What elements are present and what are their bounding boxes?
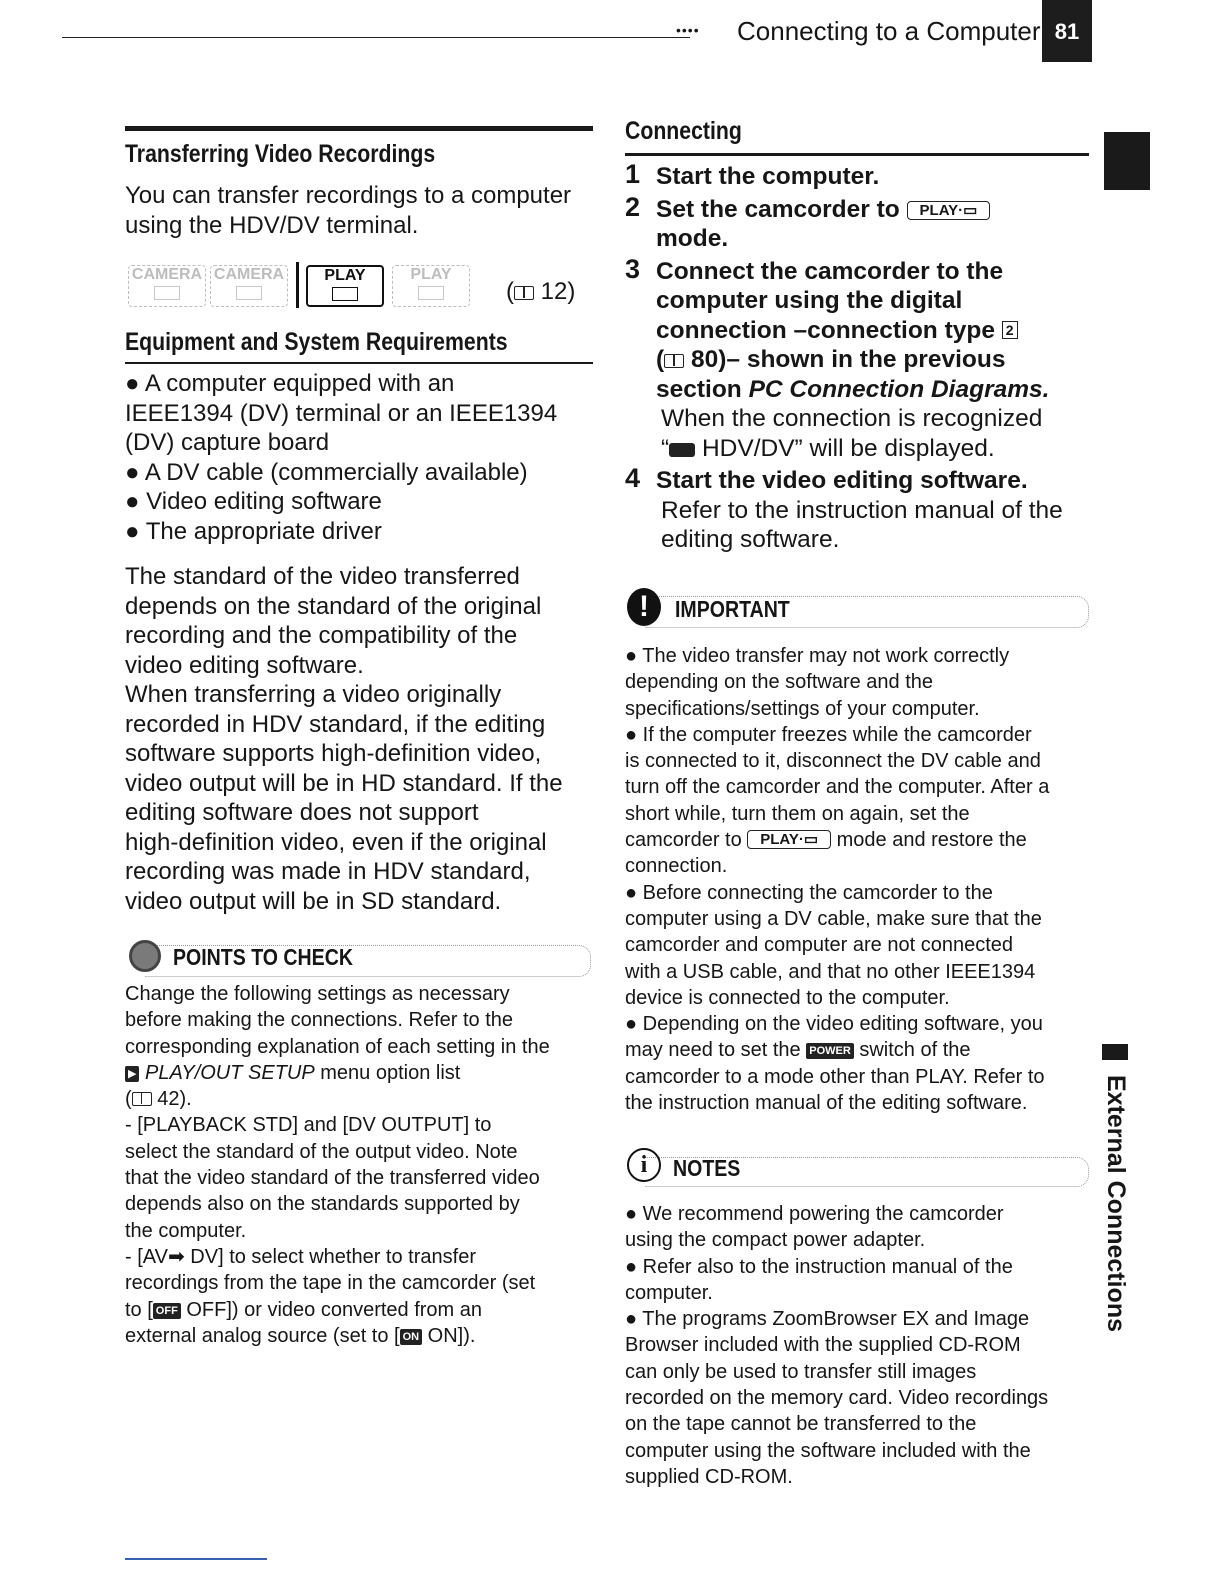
- play-card-mode-icon: PLAY: [392, 265, 470, 307]
- list-item: IEEE1394 (DV) terminal or an IEEE1394: [125, 399, 558, 427]
- hdv-icon: [669, 443, 695, 457]
- transfer-section-title: Transferring Video Recordings: [125, 140, 436, 168]
- list-item: ● The programs ZoomBrowser EX and Image: [625, 1308, 1030, 1331]
- list-item: ● We recommend powering the camcorder: [625, 1203, 1004, 1225]
- transfer-intro: You can transfer recordings to a computer using the HDV/DV terminal.: [125, 182, 572, 239]
- section-rule: [125, 126, 593, 131]
- side-tab-bar: [1102, 1044, 1128, 1060]
- connection-type-badge: 2: [1002, 321, 1018, 339]
- section-tab-marker: [1104, 132, 1150, 190]
- connecting-rule: [625, 153, 1089, 156]
- points-to-check-title: POINTS TO CHECK: [173, 944, 353, 970]
- header-title: Connecting to a Computer: [737, 16, 1041, 46]
- power-switch-badge: POWER: [806, 1043, 854, 1059]
- side-tab-label: External Connections: [1102, 1075, 1130, 1332]
- play-mode-badge: PLAY·▭: [747, 830, 831, 849]
- list-item: ● Depending on the video editing software, you: [625, 1013, 1043, 1036]
- points-to-check-header: [125, 938, 593, 982]
- list-item: ● The appropriate driver: [125, 517, 382, 545]
- mode-icons-row: [128, 262, 598, 310]
- notes-header: [625, 1147, 1091, 1191]
- header-dots: ••••: [676, 22, 700, 38]
- list-item: (DV) capture board: [125, 429, 330, 456]
- camera-card-mode-icon: CAMERA: [210, 265, 288, 307]
- page-number: 81: [1042, 0, 1092, 62]
- connecting-steps: [625, 159, 1095, 555]
- play-mode-badge: PLAY·▭: [907, 201, 991, 220]
- list-item: ● Video editing software: [125, 488, 382, 515]
- footer-line: [125, 1558, 267, 1560]
- book-icon: [132, 1092, 152, 1106]
- mode-page-reference: ( 12): [506, 278, 576, 305]
- book-icon: [514, 286, 534, 300]
- arrow-right-icon: ➡: [167, 1245, 185, 1268]
- step-4: 4 Start the video editing software. Refer to the instruction manual of the editing software.: [625, 463, 1063, 553]
- list-item: ● A computer equipped with an: [125, 370, 455, 397]
- notes-title: NOTES: [673, 1155, 741, 1181]
- header-rule: [62, 37, 690, 38]
- requirements-list: [125, 369, 595, 546]
- play-out-menu-icon: ▶: [125, 1066, 139, 1082]
- checkmark-icon: [129, 940, 161, 972]
- requirements-rule: [125, 362, 593, 364]
- camera-tape-mode-icon: CAMERA: [128, 265, 206, 307]
- step-3: 3 Connect the camcorder to the computer using the digital connection –connection type 2 ( 80)– shown in the previous section PC Connection Diagrams. When the connection is recognized “ HDV/DV” will be displayed.: [625, 253, 1050, 462]
- step-1: 1 Start the computer.: [625, 159, 880, 190]
- step-2: 2 Set the camcorder to PLAY·▭ mode.: [625, 195, 1095, 254]
- important-header: [625, 588, 1091, 632]
- requirements-title: Equipment and System Requirements: [125, 328, 508, 356]
- info-icon: i: [627, 1148, 661, 1182]
- important-list: ● The video transfer may not work correctly depending on the software and the specifications/settings of your computer. ● If the computer freezes while the camcorder is connected to it, disconnect the DV cable and turn off the camcorder and the computer. After a short while, turn them on again, set the camcorder to PLAY·▭ mode and restore the connection. ● Before connecting the camcorder to the computer using a DV cable, make sure that the camcorder and computer are not connected with a USB cable, and that no other IEEE1394 device is connected to the computer. ● Depending on the video editing software, you may need to set the POWER switch of the camcorder to a mode other than PLAY. Refer to the instruction manual of the editing software.: [625, 643, 1095, 1116]
- play-tape-mode-icon: PLAY: [306, 265, 384, 307]
- list-item: ● If the computer freezes while the camcorder: [625, 723, 1032, 746]
- standard-paragraph: The standard of the video transferred depends on the standard of the original recording and the compatibility of the video editing software. When transferring a video originally recorded in HDV standard, if the editing software supports high-definition video, video output will be in HD standard. If the editing software does not support high-definition video, even if the original recording was made in HDV standard, video output will be in SD standard.: [125, 563, 563, 915]
- connecting-title: Connecting: [625, 117, 742, 145]
- list-item: ● A DV cable (commercially available): [125, 458, 528, 486]
- exclamation-icon: !: [627, 588, 661, 626]
- list-item: ● Refer also to the instruction manual of the: [625, 1255, 1013, 1278]
- notes-list: ● We recommend powering the camcorder using the compact power adapter. ● Refer also to the instruction manual of the computer. ● The programs ZoomBrowser EX and Image Browser included with the supplied CD-ROM can only be used to transfer still images recorded on the memory card. Video recordings on the tape cannot be transferred to the computer using the software included with the supplied CD-ROM.: [625, 1201, 1095, 1490]
- mode-divider: [296, 262, 299, 308]
- off-badge: OFF: [153, 1303, 181, 1319]
- book-icon: [664, 354, 684, 368]
- list-item: ● Before connecting the camcorder to the: [625, 881, 993, 904]
- points-to-check-body: Change the following settings as necessary before making the connections. Refer to the corresponding explanation of each setting in the ▶ PLAY/OUT SETUP menu option list ( 42). - [PLAYBACK STD] and [DV OUTPUT] to select the standard of the output video. Note that the video standard of the transferred video depends also on the standards supported by the computer. - [AV➡ DV] to select whether to transfer recordings from the tape in the camcorder (set to [ OFF OFF]) or video converted from an external analog source (set to [ ON ON]).: [125, 983, 550, 1347]
- list-item: ● The video transfer may not work correctly: [625, 645, 1010, 667]
- important-title: IMPORTANT: [675, 596, 790, 622]
- on-badge: ON: [400, 1329, 423, 1345]
